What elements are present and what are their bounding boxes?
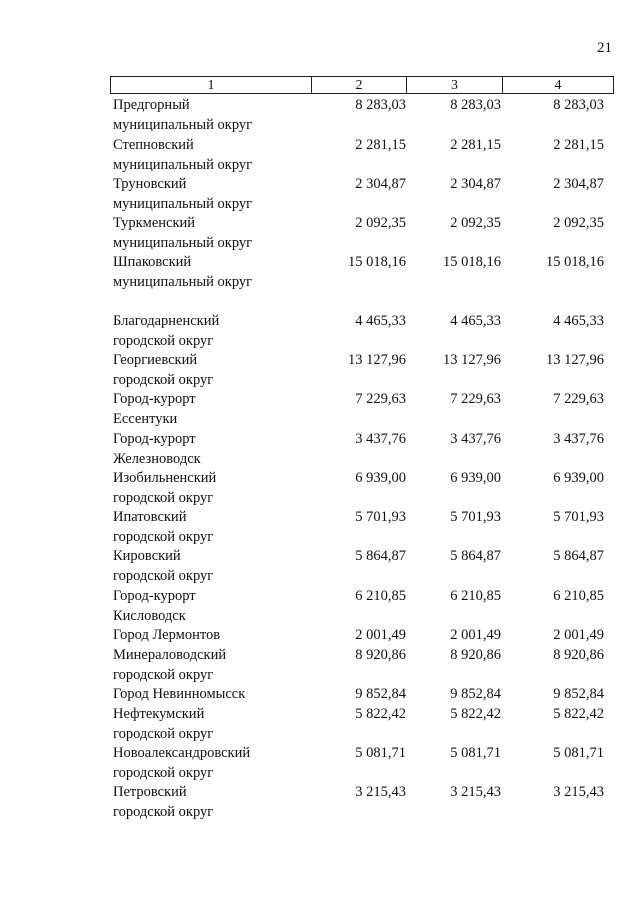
row-value-col3: 15 018,16 <box>443 254 501 270</box>
row-value-col4: 5 822,42 <box>553 706 604 722</box>
row-value-col4: 3 437,76 <box>553 431 604 447</box>
header-col-4: 4 <box>502 76 614 94</box>
row-value-col4: 3 215,43 <box>553 784 604 800</box>
row-value-col2: 8 283,03 <box>355 97 406 113</box>
row-value-col2: 6 210,85 <box>355 588 406 604</box>
row-value-col4: 8 283,03 <box>553 97 604 113</box>
row-value-col3: 3 437,76 <box>450 431 501 447</box>
row-value-col3: 2 304,87 <box>450 176 501 192</box>
row-name: Георгиевский городской округ <box>113 352 214 388</box>
row-value-col2: 9 852,84 <box>355 686 406 702</box>
row-value-col4: 5 701,93 <box>553 509 604 525</box>
row-name: Степновский муниципальный округ <box>113 137 253 173</box>
row-value-col3: 13 127,96 <box>443 352 501 368</box>
row-value-col4: 6 210,85 <box>553 588 604 604</box>
row-value-col3: 7 229,63 <box>450 391 501 407</box>
row-name: Город Лермонтов <box>113 627 221 643</box>
row-value-col3: 4 465,33 <box>450 313 501 329</box>
row-value-col2: 13 127,96 <box>348 352 406 368</box>
row-value-col4: 5 864,87 <box>553 548 604 564</box>
row-value-col3: 9 852,84 <box>450 686 501 702</box>
row-value-col3: 5 864,87 <box>450 548 501 564</box>
row-value-col3: 8 283,03 <box>450 97 501 113</box>
row-name: Город-курорт Железноводск <box>113 431 201 467</box>
row-value-col3: 2 001,49 <box>450 627 501 643</box>
row-name: Минераловодский городской округ <box>113 647 227 683</box>
header-col-3: 3 <box>406 76 503 94</box>
row-value-col2: 5 081,71 <box>355 745 406 761</box>
row-value-col3: 2 092,35 <box>450 215 501 231</box>
row-name: Труновский муниципальный округ <box>113 176 253 212</box>
row-value-col2: 3 437,76 <box>355 431 406 447</box>
row-name: Петровский городской округ <box>113 784 214 820</box>
row-value-col3: 5 822,42 <box>450 706 501 722</box>
row-value-col2: 3 215,43 <box>355 784 406 800</box>
header-col-1: 1 <box>110 76 312 94</box>
row-value-col2: 4 465,33 <box>355 313 406 329</box>
row-name: Город-курорт Ессентуки <box>113 391 196 427</box>
row-value-col2: 2 001,49 <box>355 627 406 643</box>
row-value-col2: 8 920,86 <box>355 647 406 663</box>
row-value-col3: 3 215,43 <box>450 784 501 800</box>
row-name: Кировский городской округ <box>113 548 214 584</box>
row-value-col2: 7 229,63 <box>355 391 406 407</box>
row-value-col4: 2 092,35 <box>553 215 604 231</box>
row-value-col2: 5 822,42 <box>355 706 406 722</box>
header-col-2: 2 <box>311 76 407 94</box>
row-name: Туркменский муниципальный округ <box>113 215 253 251</box>
row-name: Город-курорт Кисловодск <box>113 588 196 624</box>
row-value-col3: 5 081,71 <box>450 745 501 761</box>
row-name: Ипатовский городской округ <box>113 509 214 545</box>
page-number: 21 <box>597 40 612 56</box>
row-value-col4: 7 229,63 <box>553 391 604 407</box>
row-name: Благодарненский городской округ <box>113 313 220 349</box>
row-value-col4: 2 281,15 <box>553 137 604 153</box>
row-value-col3: 6 210,85 <box>450 588 501 604</box>
row-name: Предгорный муниципальный округ <box>113 97 253 133</box>
row-name: Город Невинномысск <box>113 686 246 702</box>
row-name: Шпаковский муниципальный округ <box>113 254 253 290</box>
row-value-col2: 6 939,00 <box>355 470 406 486</box>
row-value-col2: 2 092,35 <box>355 215 406 231</box>
row-value-col2: 2 281,15 <box>355 137 406 153</box>
row-name: Нефтекумский городской округ <box>113 706 214 742</box>
row-value-col3: 6 939,00 <box>450 470 501 486</box>
row-value-col2: 2 304,87 <box>355 176 406 192</box>
row-value-col4: 9 852,84 <box>553 686 604 702</box>
row-value-col4: 6 939,00 <box>553 470 604 486</box>
row-value-col4: 4 465,33 <box>553 313 604 329</box>
row-value-col3: 8 920,86 <box>450 647 501 663</box>
row-value-col2: 15 018,16 <box>348 254 406 270</box>
row-name: Новоалександровский городской округ <box>113 745 251 781</box>
row-value-col3: 2 281,15 <box>450 137 501 153</box>
row-value-col2: 5 701,93 <box>355 509 406 525</box>
row-value-col3: 5 701,93 <box>450 509 501 525</box>
row-value-col4: 13 127,96 <box>546 352 604 368</box>
row-value-col2: 5 864,87 <box>355 548 406 564</box>
row-value-col4: 8 920,86 <box>553 647 604 663</box>
row-value-col4: 2 001,49 <box>553 627 604 643</box>
row-value-col4: 5 081,71 <box>553 745 604 761</box>
row-value-col4: 2 304,87 <box>553 176 604 192</box>
row-value-col4: 15 018,16 <box>546 254 604 270</box>
table-header <box>110 76 614 96</box>
row-name: Изобильненский городской округ <box>113 470 217 506</box>
